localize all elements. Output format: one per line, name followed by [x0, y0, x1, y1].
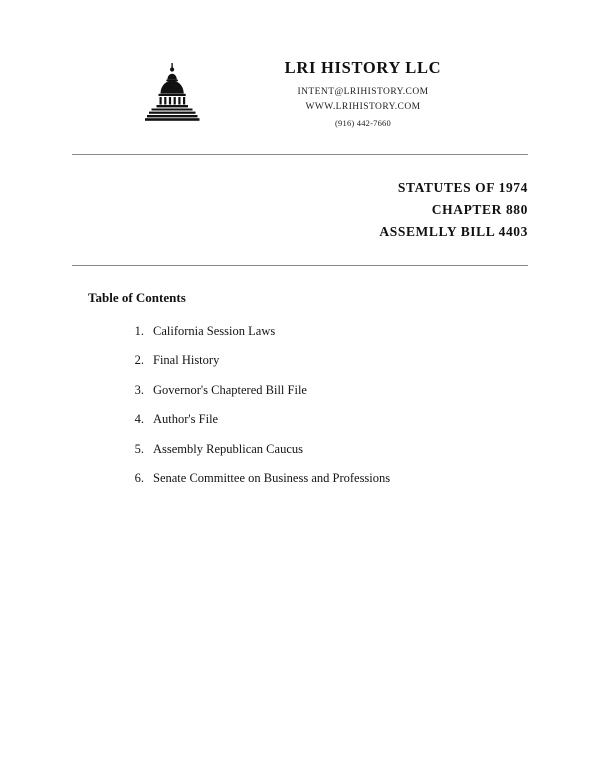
list-item [124, 442, 528, 457]
toc-item-number: 1. [134, 323, 144, 338]
list-item [124, 324, 528, 339]
toc-heading: Table of Contents [88, 289, 186, 305]
company-website: WWW.LRIHISTORY.COM [305, 102, 421, 112]
toc-item-label: Final History [153, 353, 220, 368]
toc-item-number: 2. [134, 353, 144, 368]
list-item [124, 412, 528, 427]
company-name: LRI HISTORY LLC [284, 58, 442, 77]
toc-item-number: 6. [134, 471, 144, 486]
chapter-line: CHAPTER 880 [431, 201, 528, 217]
statutes-line: STATUTES OF 1974 [397, 180, 528, 195]
toc-list [72, 324, 528, 487]
toc-item-label: Assembly Republican Caucus [153, 441, 303, 456]
bill-line: ASSEMLLY BILL 4403 [379, 223, 528, 239]
toc-item-number: 5. [134, 441, 144, 456]
company-phone: (916) 442-7660 [335, 118, 391, 128]
toc-item-label: California Session Laws [153, 323, 276, 338]
letterhead [72, 0, 528, 128]
toc-item-label: Senate Committee on Business and Professions [153, 471, 391, 486]
letterhead-text [208, 58, 528, 128]
toc-item-number: 3. [134, 382, 144, 397]
list-item [124, 471, 528, 486]
company-email: INTENT@LRIHISTORY.COM [297, 87, 429, 97]
title-block [72, 155, 528, 245]
toc-item-label: Author's File [153, 412, 219, 427]
toc-item-label: Governor's Chaptered Bill File [153, 382, 307, 397]
list-item [124, 353, 528, 368]
divider-bottom [72, 265, 528, 266]
list-item [124, 383, 528, 398]
capitol-dome-icon [138, 62, 208, 124]
toc-item-number: 4. [134, 412, 144, 427]
